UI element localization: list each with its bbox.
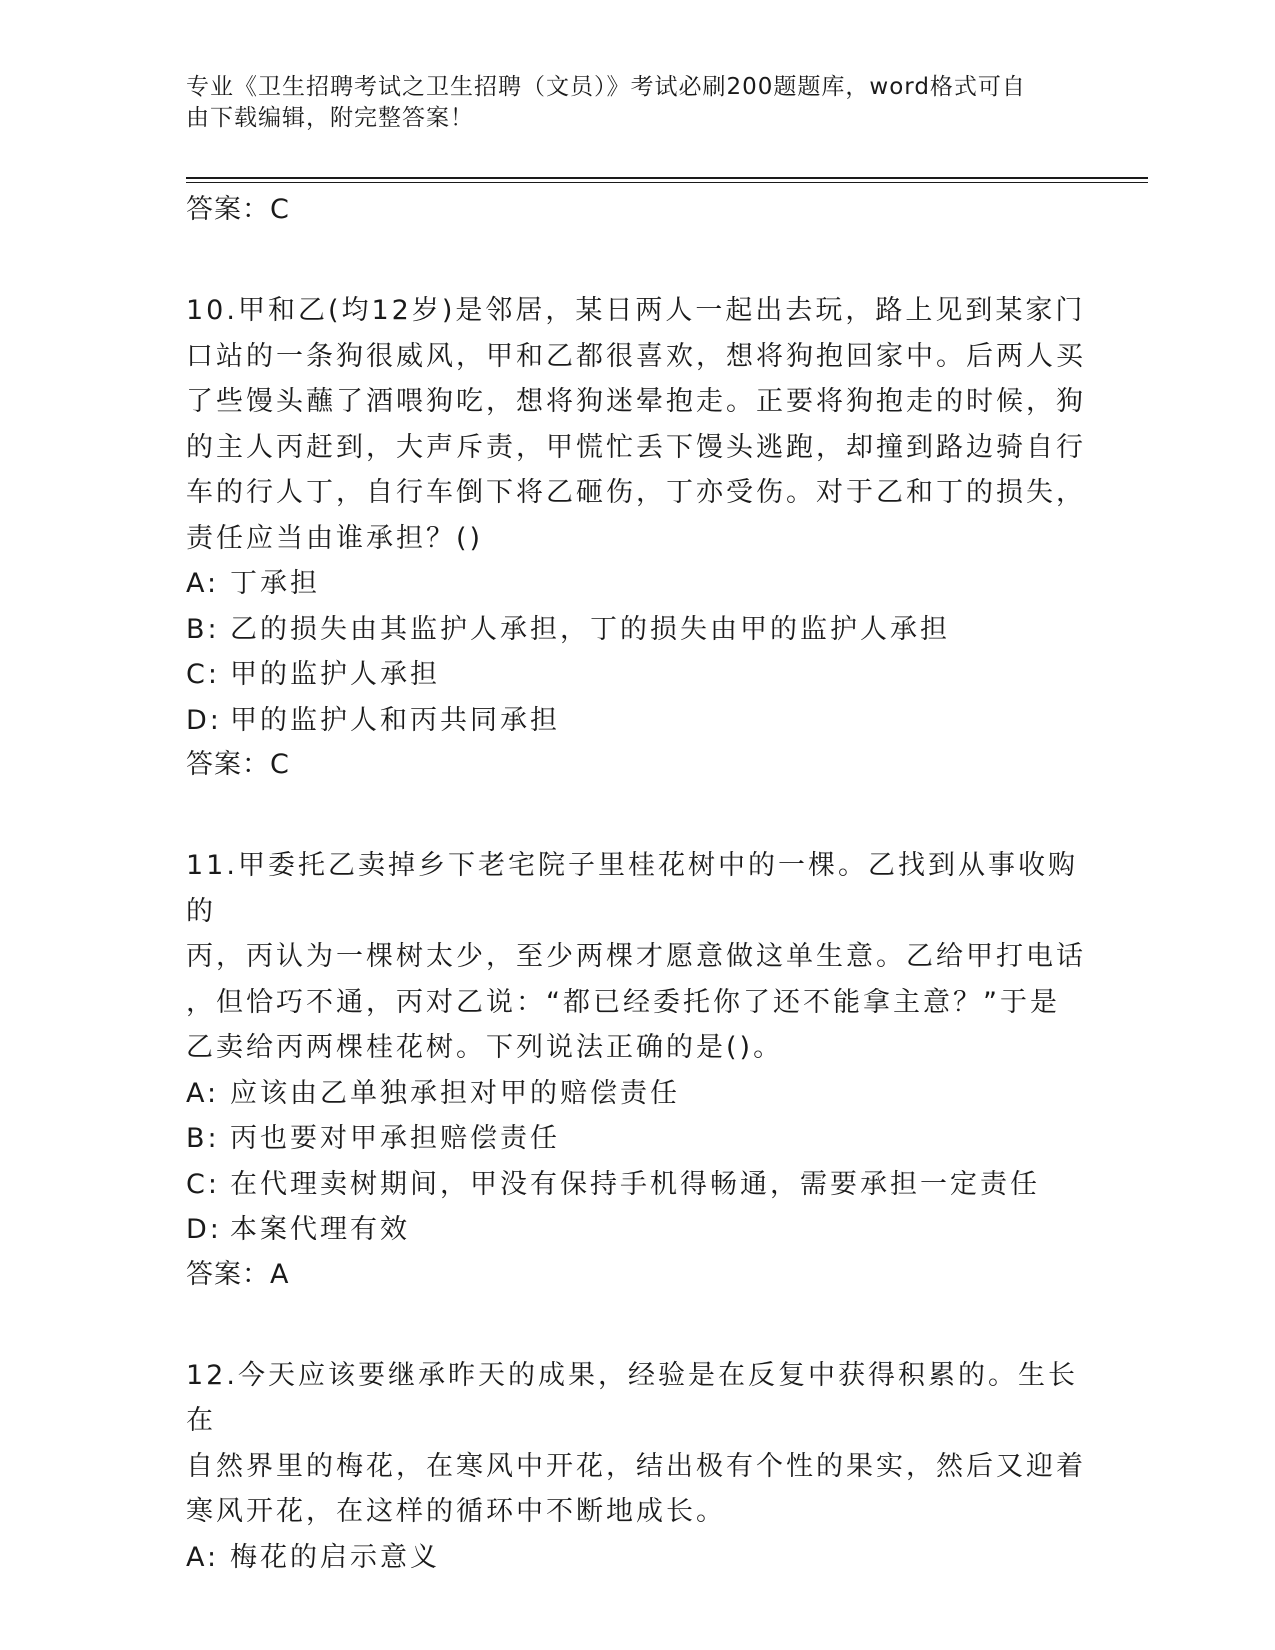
option-letter: D: (186, 1214, 222, 1245)
question-12 (186, 1353, 1086, 1581)
option-a (186, 1071, 1086, 1117)
option-d (186, 698, 1086, 744)
question-text-line: 自然界里的梅花，在寒风中开花，结出极有个性的果实，然后又迎着 (186, 1450, 1086, 1482)
question-text-line: 的主人丙赶到，大声斥责，甲慌忙丢下馒头逃跑，却撞到路边骑自行 (186, 431, 1086, 463)
option-b (186, 1116, 1086, 1162)
header-divider-thin (186, 182, 1148, 183)
option-letter: A: (186, 568, 220, 599)
question-11 (186, 843, 1086, 1297)
option-d (186, 1207, 1086, 1253)
option-letter: B: (186, 613, 220, 645)
question-text-line: 11.甲委托乙卖掉乡下老宅院子里桂花树中的一棵。乙找到从事收购的 (186, 850, 1078, 927)
answer-line: 答案：A (186, 1258, 290, 1290)
option-letter: B: (186, 1123, 220, 1154)
option-text: 甲的监护人和丙共同承担 (230, 704, 560, 736)
option-text: 在代理卖树期间，甲没有保持手机得畅通，需要承担一定责任 (230, 1168, 1040, 1200)
question-text-line: 车的行人丁，自行车倒下将乙砸伤，丁亦受伤。对于乙和丁的损失， (186, 477, 1086, 508)
question-text-line: 10.甲和乙(均12岁)是邻居，某日两人一起出去玩，路上见到某家门 (186, 295, 1086, 326)
question-text-line: 口站的一条狗很威风，甲和乙都很喜欢，想将狗抱回家中。后两人买 (186, 340, 1086, 372)
option-text: 梅花的启示意义 (230, 1541, 440, 1573)
option-text: 本案代理有效 (230, 1214, 410, 1245)
header-title-line-2: 由下载编辑，附完整答案！ (186, 105, 474, 131)
option-c (186, 1162, 1086, 1208)
question-text-line: 寒风开花，在这样的循环中不断地成长。 (186, 1496, 726, 1527)
option-letter: A: (186, 1077, 220, 1109)
option-a (186, 561, 1086, 607)
option-c (186, 652, 1086, 698)
option-letter: D: (186, 704, 222, 736)
header-divider-thick (186, 177, 1148, 179)
option-text: 甲的监护人承担 (230, 659, 440, 690)
option-a (186, 1535, 1086, 1581)
option-letter: C: (186, 659, 220, 690)
question-text-line: ，但恰巧不通，丙对乙说：“都已经委托你了还不能拿主意？”于是 (186, 986, 1060, 1018)
question-text-line: 12.今天应该要继承昨天的成果，经验是在反复中获得积累的。生长在 (186, 1359, 1078, 1436)
header-title-line-1: 专业《卫生招聘考试之卫生招聘（文员）》考试必刷200题题库，word格式可自 (186, 74, 1026, 100)
document-header (186, 72, 1066, 134)
question-text-line: 责任应当由谁承担？() (186, 522, 484, 554)
answer-line: 答案：C (186, 194, 290, 225)
answer-line: 答案：C (186, 749, 290, 780)
option-letter: A: (186, 1541, 220, 1573)
option-letter: C: (186, 1168, 220, 1200)
option-text: 丙也要对甲承担赔偿责任 (230, 1123, 560, 1154)
document-body (186, 188, 1086, 1580)
option-text: 应该由乙单独承担对甲的赔偿责任 (230, 1077, 680, 1109)
option-text: 丁承担 (230, 568, 320, 599)
option-b (186, 607, 1086, 653)
question-10 (186, 288, 1086, 787)
option-text: 乙的损失由其监护人承担，丁的损失由甲的监护人承担 (230, 613, 950, 645)
question-text-line: 了些馒头蘸了酒喂狗吃，想将狗迷晕抱走。正要将狗抱走的时候，狗 (186, 386, 1086, 417)
question-text-line: 乙卖给丙两棵桂花树。下列说法正确的是()。 (186, 1032, 784, 1063)
question-text-line: 丙，丙认为一棵树太少，至少两棵才愿意做这单生意。乙给甲打电话 (186, 941, 1086, 972)
